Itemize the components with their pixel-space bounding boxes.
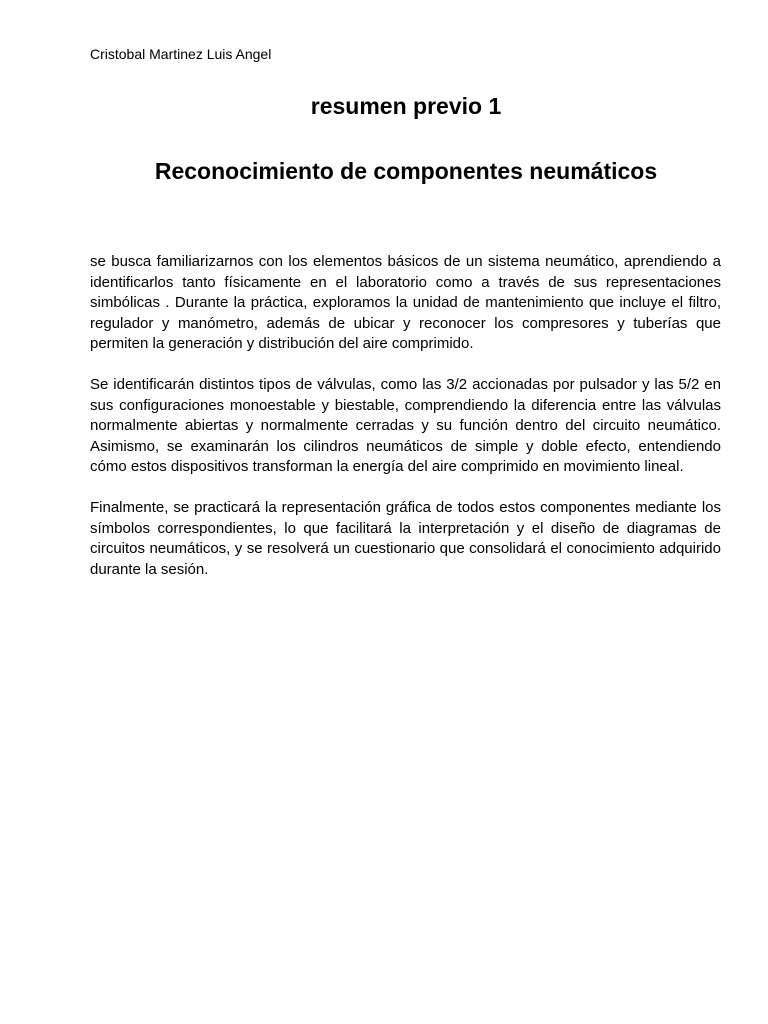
paragraph-3: Finalmente, se practicará la representación gráfica de todos estos componentes mediante los símbolos correspondientes, lo que facilitará la interpretación y el diseño de diagramas de circuitos neumáticos, y se resolverá un cuestionario que consolidará el conocimiento adquirido durante la sesión. [90, 498, 721, 578]
author-name: Cristobal Martinez Luis Angel [90, 46, 272, 62]
document-body [90, 252, 721, 600]
paragraph-2: Se identificarán distintos tipos de válvulas, como las 3/2 accionadas por pulsador y las 5/2 en sus configuraciones monoestable y biestable, comprendiendo la diferencia entre las válvulas normalmente abiertas y normalmente cerradas y su función dentro del circuito neumático. Asimismo, se examinarán los cilindros neumáticos de simple y doble efecto, entendiendo cómo estos dispositivos transforman la energía del aire comprimido en movimiento lineal. [90, 375, 721, 476]
document-title: resumen previo 1 [310, 93, 502, 119]
paragraph-1: se busca familiarizarnos con los elementos básicos de un sistema neumático, aprendiendo a identificarlos tanto físicamente en el laboratorio como a través de sus representaciones simbólicas . Durante la práctica, exploramos la unidad de mantenimiento que incluye el filtro, regulador y manómetro, además de ubicar y reconocer los compresores y tuberías que permiten la generación y distribución del aire comprimido. [90, 253, 721, 353]
document-subtitle: Reconocimiento de componentes neumáticos [154, 158, 658, 184]
